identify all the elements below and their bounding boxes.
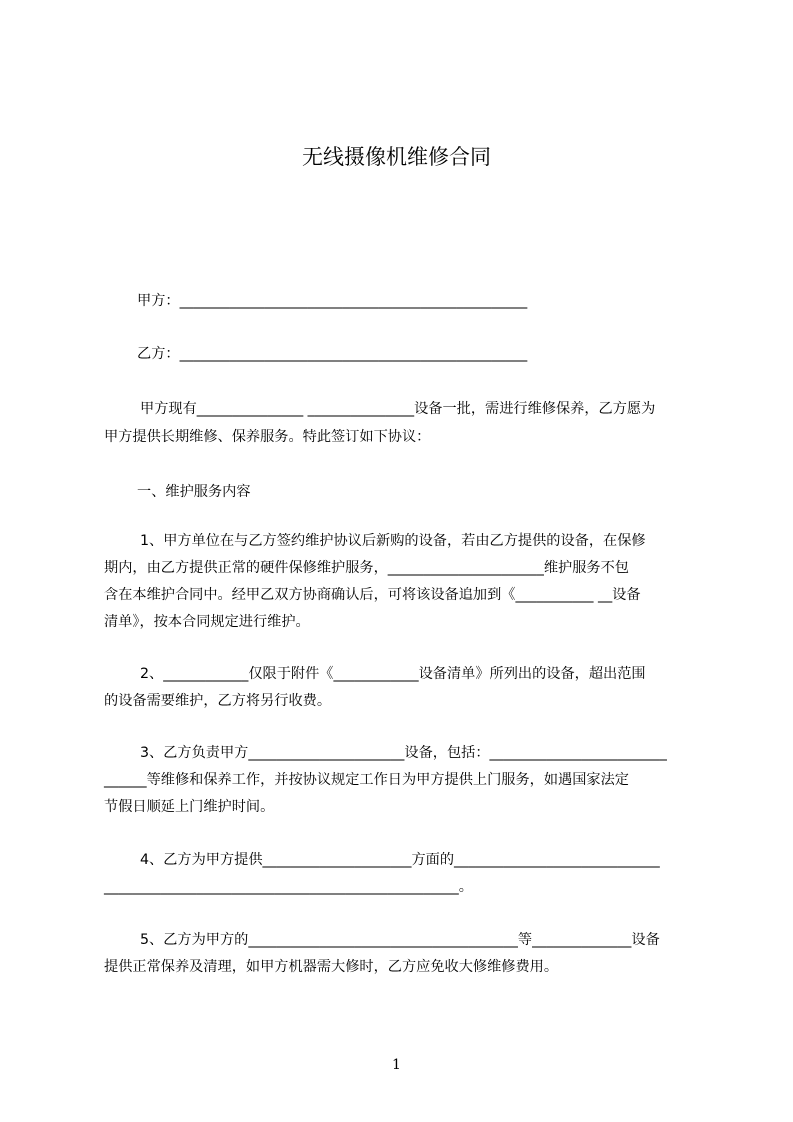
clause-3-line-3: 节假日顺延上门维护时间。 bbox=[104, 799, 275, 815]
clause-3-line-1: 3、乙方负责甲方______________________设备，包括：_________________________ bbox=[140, 745, 667, 761]
clause-4-line-2: __________________________________________________。 bbox=[104, 879, 473, 895]
document-title: 无线摄像机维修合同 bbox=[302, 145, 491, 169]
clause-1-line-2: 期内，由乙方提供正常的硬件保修维护服务，______________________维护服务不包 bbox=[104, 560, 629, 576]
clause-4-line-1: 4、乙方为甲方提供_____________________方面的_____________________________ bbox=[140, 852, 660, 868]
clause-5-line-2: 提供正常保养及清理，如甲方机器需大修时，乙方应免收大修维修费用。 bbox=[104, 959, 559, 975]
clause-5-line-1: 5、乙方为甲方的______________________________________等______________设备 bbox=[140, 932, 660, 948]
page-number: 1 bbox=[392, 1057, 401, 1073]
clause-1-line-4: 清单》，按本合同规定进行维护。 bbox=[104, 614, 310, 630]
clause-1-line-3: 含在本维护合同中。经甲乙双方协商确认后，可将该设备追加到《___________ __设备 bbox=[104, 587, 641, 603]
intro-line-1: 甲方现有_______________ _______________设备一批，需进行维修保养，乙方愿为 bbox=[140, 401, 656, 417]
clause-1-line-1: 1、甲方单位在与乙方签约维护协议后新购的设备，若由乙方提供的设备，在保修 bbox=[140, 533, 646, 549]
clause-3-line-2: ______等维修和保养工作，并按协议规定工作日为甲方提供上门服务，如遇国家法定 bbox=[104, 772, 629, 788]
clause-2-line-1: 2、____________仅限于附件《____________设备清单》所列出的设备，超出范围 bbox=[140, 666, 646, 682]
party-a-line: 甲方：_________________________________________________ bbox=[137, 293, 528, 309]
intro-line-2: 甲方提供长期维修、保养服务。特此签订如下协议： bbox=[104, 429, 431, 445]
clause-2-line-2: 的设备需要维护，乙方将另行收费。 bbox=[104, 693, 332, 709]
section-heading: 一、维护服务内容 bbox=[137, 484, 251, 500]
party-b-line: 乙方：_________________________________________________ bbox=[137, 346, 528, 362]
